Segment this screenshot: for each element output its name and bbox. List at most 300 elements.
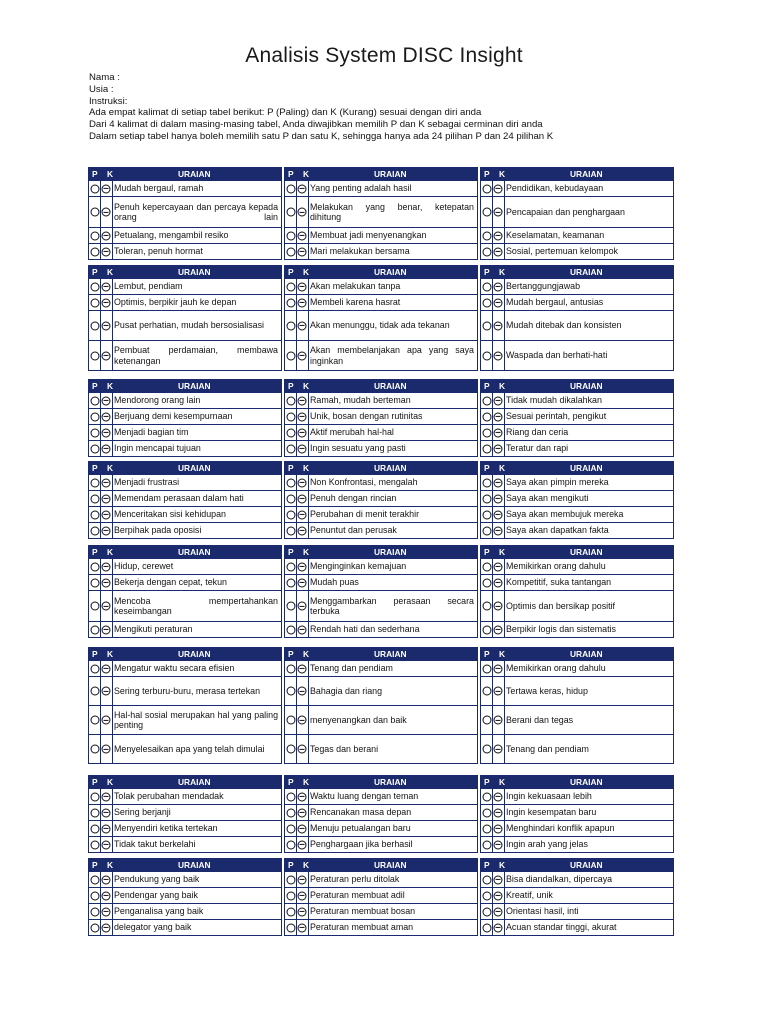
p-option-circle-icon[interactable]	[90, 664, 99, 673]
p-option-circle-icon[interactable]	[286, 282, 295, 291]
k-option-circle-icon[interactable]	[494, 808, 503, 817]
k-cell	[100, 661, 113, 676]
k-option-circle-icon[interactable]	[102, 184, 111, 193]
p-option-circle-icon[interactable]	[90, 808, 99, 817]
p-option-circle-icon[interactable]	[90, 298, 99, 307]
k-option-circle-icon[interactable]	[102, 510, 111, 519]
p-option-circle-icon[interactable]	[482, 396, 491, 405]
p-option-circle-icon[interactable]	[286, 396, 295, 405]
k-option-circle-icon[interactable]	[102, 840, 111, 849]
k-option-circle-icon[interactable]	[298, 184, 307, 193]
p-option-circle-icon[interactable]	[482, 321, 491, 330]
k-cell	[296, 491, 309, 506]
statement-text: Mudah puas	[310, 577, 359, 588]
p-option-circle-icon[interactable]	[286, 231, 295, 240]
statement-text: Sering terburu-buru, merasa tertekan	[114, 685, 261, 696]
k-cell	[492, 805, 505, 820]
table-header	[480, 461, 674, 475]
p-option-circle-icon[interactable]	[482, 840, 491, 849]
table-header	[480, 858, 674, 872]
p-option-circle-icon[interactable]	[286, 562, 295, 571]
p-option-circle-icon[interactable]	[90, 208, 99, 217]
k-option-circle-icon[interactable]	[298, 923, 307, 932]
header-uraian: URAIAN	[374, 860, 407, 870]
p-option-circle-icon[interactable]	[90, 396, 99, 405]
k-cell	[100, 735, 113, 763]
k-cell	[492, 622, 505, 637]
p-option-circle-icon[interactable]	[90, 412, 99, 421]
p-option-circle-icon[interactable]	[286, 602, 295, 611]
k-option-circle-icon[interactable]	[494, 745, 503, 754]
p-option-circle-icon[interactable]	[482, 412, 491, 421]
k-cell	[492, 425, 505, 440]
p-option-circle-icon[interactable]	[286, 298, 295, 307]
k-option-circle-icon[interactable]	[102, 907, 111, 916]
k-option-circle-icon[interactable]	[494, 494, 503, 503]
p-option-circle-icon[interactable]	[286, 625, 295, 634]
table-header	[480, 265, 674, 279]
disc-group	[88, 647, 282, 764]
statement-row	[88, 425, 282, 441]
header-p: P	[484, 463, 490, 473]
statement-text: Menuju petualangan baru	[310, 823, 411, 834]
p-option-circle-icon[interactable]	[482, 428, 491, 437]
header-p: P	[92, 860, 98, 870]
k-option-circle-icon[interactable]	[298, 208, 307, 217]
k-option-circle-icon[interactable]	[494, 321, 503, 330]
k-option-circle-icon[interactable]	[102, 578, 111, 587]
statement-row	[88, 904, 282, 920]
header-k: K	[303, 649, 310, 659]
k-option-circle-icon[interactable]	[298, 907, 307, 916]
p-option-circle-icon[interactable]	[286, 494, 295, 503]
p-option-circle-icon[interactable]	[482, 875, 491, 884]
statement-row	[480, 197, 674, 228]
p-option-circle-icon[interactable]	[482, 923, 491, 932]
k-option-circle-icon[interactable]	[494, 875, 503, 884]
statement-text: Sering berjanji	[114, 807, 171, 818]
p-option-circle-icon[interactable]	[482, 526, 491, 535]
p-option-circle-icon[interactable]	[482, 687, 491, 696]
k-option-circle-icon[interactable]	[298, 282, 307, 291]
statement-row	[480, 677, 674, 706]
header-p: P	[92, 169, 98, 179]
k-option-circle-icon[interactable]	[102, 396, 111, 405]
k-option-circle-icon[interactable]	[102, 526, 111, 535]
statement-text: Orientasi hasil, inti	[506, 906, 579, 917]
statement-text: Menginginkan kemajuan	[310, 561, 407, 572]
p-option-circle-icon[interactable]	[482, 247, 491, 256]
p-option-circle-icon[interactable]	[482, 478, 491, 487]
k-option-circle-icon[interactable]	[494, 282, 503, 291]
statement-row	[480, 311, 674, 341]
p-option-circle-icon[interactable]	[90, 562, 99, 571]
header-uraian: URAIAN	[374, 649, 407, 659]
p-option-circle-icon[interactable]	[286, 891, 295, 900]
statement-text: Hal-hal sosial merupakan hal yang paling penting	[114, 709, 278, 730]
k-option-circle-icon[interactable]	[102, 247, 111, 256]
statement-row	[284, 295, 478, 311]
k-option-circle-icon[interactable]	[494, 396, 503, 405]
p-option-circle-icon[interactable]	[482, 494, 491, 503]
p-option-circle-icon[interactable]	[90, 494, 99, 503]
k-option-circle-icon[interactable]	[298, 625, 307, 634]
p-option-circle-icon[interactable]	[482, 231, 491, 240]
statement-row	[284, 872, 478, 888]
p-option-circle-icon[interactable]	[90, 891, 99, 900]
k-option-circle-icon[interactable]	[494, 716, 503, 725]
k-cell	[100, 197, 113, 227]
p-option-circle-icon[interactable]	[482, 792, 491, 801]
statement-text: Mudah ditebak dan konsisten	[506, 320, 622, 331]
p-option-circle-icon[interactable]	[286, 664, 295, 673]
k-option-circle-icon[interactable]	[298, 875, 307, 884]
p-option-circle-icon[interactable]	[286, 412, 295, 421]
k-option-circle-icon[interactable]	[298, 526, 307, 535]
header-p: P	[288, 463, 294, 473]
header-k: K	[499, 649, 506, 659]
k-option-circle-icon[interactable]	[298, 247, 307, 256]
k-option-circle-icon[interactable]	[102, 494, 111, 503]
p-option-circle-icon[interactable]	[90, 687, 99, 696]
header-k: K	[499, 381, 506, 391]
p-option-circle-icon[interactable]	[482, 625, 491, 634]
k-option-circle-icon[interactable]	[298, 745, 307, 754]
k-option-circle-icon[interactable]	[298, 412, 307, 421]
p-option-circle-icon[interactable]	[482, 510, 491, 519]
k-option-circle-icon[interactable]	[298, 231, 307, 240]
p-option-circle-icon[interactable]	[90, 478, 99, 487]
k-option-circle-icon[interactable]	[102, 875, 111, 884]
p-option-circle-icon[interactable]	[286, 478, 295, 487]
k-option-circle-icon[interactable]	[102, 792, 111, 801]
p-option-circle-icon[interactable]	[286, 824, 295, 833]
p-option-circle-icon[interactable]	[482, 891, 491, 900]
k-cell	[296, 507, 309, 522]
header-p: P	[92, 649, 98, 659]
k-option-circle-icon[interactable]	[494, 562, 503, 571]
header-uraian: URAIAN	[570, 649, 603, 659]
k-option-circle-icon[interactable]	[494, 840, 503, 849]
p-option-circle-icon[interactable]	[90, 745, 99, 754]
statement-text: Ingin kekuasaan lebih	[506, 791, 592, 802]
p-option-circle-icon[interactable]	[482, 298, 491, 307]
table-header	[480, 775, 674, 789]
statement-text: Optimis, berpikir jauh ke depan	[114, 297, 237, 308]
statement-text: Ingin mencapai tujuan	[114, 443, 201, 454]
k-option-circle-icon[interactable]	[494, 412, 503, 421]
p-option-circle-icon[interactable]	[286, 184, 295, 193]
k-option-circle-icon[interactable]	[494, 526, 503, 535]
statement-text: Peraturan perlu ditolak	[310, 874, 400, 885]
disc-group	[88, 545, 282, 638]
statement-text: Pembuat perdamaian, membawa ketenangan	[114, 345, 278, 366]
p-option-circle-icon[interactable]	[286, 923, 295, 932]
k-option-circle-icon[interactable]	[102, 824, 111, 833]
header-k: K	[107, 777, 114, 787]
statement-row	[480, 441, 674, 457]
statement-text: Memikirkan orang dahulu	[506, 663, 606, 674]
k-option-circle-icon[interactable]	[494, 907, 503, 916]
k-option-circle-icon[interactable]	[298, 494, 307, 503]
statement-row	[480, 575, 674, 591]
k-option-circle-icon[interactable]	[298, 840, 307, 849]
statement-row	[284, 523, 478, 539]
k-cell	[100, 441, 113, 456]
k-option-circle-icon[interactable]	[494, 184, 503, 193]
k-cell	[100, 228, 113, 243]
p-option-circle-icon[interactable]	[90, 875, 99, 884]
k-option-circle-icon[interactable]	[494, 208, 503, 217]
header-uraian: URAIAN	[570, 267, 603, 277]
k-option-circle-icon[interactable]	[494, 478, 503, 487]
p-option-circle-icon[interactable]	[90, 282, 99, 291]
p-option-circle-icon[interactable]	[286, 444, 295, 453]
k-option-circle-icon[interactable]	[298, 396, 307, 405]
k-option-circle-icon[interactable]	[102, 321, 111, 330]
k-cell	[100, 475, 113, 490]
statement-row	[480, 622, 674, 638]
k-option-circle-icon[interactable]	[298, 716, 307, 725]
p-option-circle-icon[interactable]	[482, 208, 491, 217]
k-option-circle-icon[interactable]	[494, 687, 503, 696]
k-option-circle-icon[interactable]	[494, 792, 503, 801]
statement-text: Menjadi frustrasi	[114, 477, 180, 488]
p-option-circle-icon[interactable]	[90, 840, 99, 849]
p-option-circle-icon[interactable]	[90, 231, 99, 240]
table-header	[284, 545, 478, 559]
k-option-circle-icon[interactable]	[494, 428, 503, 437]
k-option-circle-icon[interactable]	[298, 562, 307, 571]
statement-row	[284, 441, 478, 457]
k-cell	[100, 244, 113, 259]
k-option-circle-icon[interactable]	[102, 808, 111, 817]
k-option-circle-icon[interactable]	[102, 412, 111, 421]
p-option-circle-icon[interactable]	[482, 745, 491, 754]
p-option-circle-icon[interactable]	[482, 808, 491, 817]
p-option-circle-icon[interactable]	[90, 907, 99, 916]
k-cell	[296, 181, 309, 196]
k-option-circle-icon[interactable]	[102, 602, 111, 611]
k-option-circle-icon[interactable]	[102, 298, 111, 307]
k-option-circle-icon[interactable]	[494, 602, 503, 611]
p-option-circle-icon[interactable]	[90, 351, 99, 360]
statement-row	[480, 523, 674, 539]
k-cell	[100, 295, 113, 310]
k-option-circle-icon[interactable]	[102, 351, 111, 360]
statement-text: Penuh dengan rincian	[310, 493, 397, 504]
p-option-circle-icon[interactable]	[482, 824, 491, 833]
p-option-circle-icon[interactable]	[286, 716, 295, 725]
statement-text: Optimis dan bersikap positif	[506, 600, 616, 611]
disc-group	[284, 265, 478, 371]
statement-row	[480, 425, 674, 441]
k-option-circle-icon[interactable]	[494, 351, 503, 360]
statement-text: Membeli karena hasrat	[310, 297, 401, 308]
disc-group	[480, 647, 674, 764]
k-option-circle-icon[interactable]	[494, 664, 503, 673]
k-option-circle-icon[interactable]	[102, 716, 111, 725]
k-option-circle-icon[interactable]	[298, 444, 307, 453]
k-option-circle-icon[interactable]	[102, 444, 111, 453]
p-option-circle-icon[interactable]	[90, 321, 99, 330]
statement-text: Rendah hati dan sederhana	[310, 624, 420, 635]
statement-row	[284, 591, 478, 622]
statement-text: Penghargaan jika berhasil	[310, 839, 413, 850]
header-k: K	[107, 169, 114, 179]
p-option-circle-icon[interactable]	[286, 745, 295, 754]
header-k: K	[107, 267, 114, 277]
p-option-circle-icon[interactable]	[286, 208, 295, 217]
k-option-circle-icon[interactable]	[298, 891, 307, 900]
k-option-circle-icon[interactable]	[298, 808, 307, 817]
p-option-circle-icon[interactable]	[286, 875, 295, 884]
statement-row	[88, 591, 282, 622]
p-option-circle-icon[interactable]	[90, 824, 99, 833]
k-cell	[296, 821, 309, 836]
k-option-circle-icon[interactable]	[494, 247, 503, 256]
k-option-circle-icon[interactable]	[298, 478, 307, 487]
p-option-circle-icon[interactable]	[90, 578, 99, 587]
k-option-circle-icon[interactable]	[298, 602, 307, 611]
p-option-circle-icon[interactable]	[286, 808, 295, 817]
k-option-circle-icon[interactable]	[102, 562, 111, 571]
p-option-circle-icon[interactable]	[286, 687, 295, 696]
k-option-circle-icon[interactable]	[298, 351, 307, 360]
k-option-circle-icon[interactable]	[102, 687, 111, 696]
k-option-circle-icon[interactable]	[102, 282, 111, 291]
k-option-circle-icon[interactable]	[102, 478, 111, 487]
header-k: K	[499, 777, 506, 787]
disc-group	[480, 265, 674, 371]
k-option-circle-icon[interactable]	[494, 444, 503, 453]
disc-group	[88, 265, 282, 371]
p-option-circle-icon[interactable]	[482, 578, 491, 587]
k-option-circle-icon[interactable]	[102, 625, 111, 634]
statement-text: Akan menunggu, tidak ada tekanan	[310, 320, 450, 331]
header-p: P	[288, 169, 294, 179]
p-option-circle-icon[interactable]	[286, 321, 295, 330]
k-option-circle-icon[interactable]	[102, 891, 111, 900]
p-option-circle-icon[interactable]	[90, 247, 99, 256]
statement-row	[480, 837, 674, 853]
statement-row	[88, 341, 282, 371]
table-header	[88, 775, 282, 789]
k-option-circle-icon[interactable]	[102, 428, 111, 437]
k-option-circle-icon[interactable]	[494, 824, 503, 833]
k-option-circle-icon[interactable]	[494, 578, 503, 587]
statement-row	[480, 821, 674, 837]
p-option-circle-icon[interactable]	[286, 428, 295, 437]
p-option-circle-icon[interactable]	[90, 923, 99, 932]
p-option-circle-icon[interactable]	[482, 282, 491, 291]
k-option-circle-icon[interactable]	[298, 578, 307, 587]
statement-row	[88, 735, 282, 764]
k-option-circle-icon[interactable]	[494, 510, 503, 519]
k-option-circle-icon[interactable]	[102, 923, 111, 932]
p-option-circle-icon[interactable]	[286, 526, 295, 535]
k-option-circle-icon[interactable]	[494, 923, 503, 932]
k-cell	[100, 920, 113, 935]
disc-group	[284, 167, 478, 260]
p-option-circle-icon[interactable]	[482, 562, 491, 571]
table-header	[284, 167, 478, 181]
statement-row	[284, 197, 478, 228]
k-cell	[492, 888, 505, 903]
k-option-circle-icon[interactable]	[298, 687, 307, 696]
k-option-circle-icon[interactable]	[102, 664, 111, 673]
p-option-circle-icon[interactable]	[286, 578, 295, 587]
k-option-circle-icon[interactable]	[298, 824, 307, 833]
p-option-circle-icon[interactable]	[90, 184, 99, 193]
k-option-circle-icon[interactable]	[298, 321, 307, 330]
table-header	[88, 379, 282, 393]
k-option-circle-icon[interactable]	[298, 664, 307, 673]
p-option-circle-icon[interactable]	[482, 444, 491, 453]
k-option-circle-icon[interactable]	[298, 298, 307, 307]
k-option-circle-icon[interactable]	[494, 298, 503, 307]
k-option-circle-icon[interactable]	[102, 231, 111, 240]
k-cell	[492, 181, 505, 196]
disc-group	[284, 858, 478, 936]
statement-row	[480, 507, 674, 523]
k-cell	[296, 888, 309, 903]
k-option-circle-icon[interactable]	[298, 428, 307, 437]
p-option-circle-icon[interactable]	[90, 428, 99, 437]
p-option-circle-icon[interactable]	[286, 247, 295, 256]
p-option-circle-icon[interactable]	[286, 840, 295, 849]
p-option-circle-icon[interactable]	[90, 510, 99, 519]
p-option-circle-icon[interactable]	[286, 907, 295, 916]
k-cell	[296, 789, 309, 804]
k-option-circle-icon[interactable]	[494, 625, 503, 634]
p-option-circle-icon[interactable]	[482, 351, 491, 360]
disc-group	[88, 461, 282, 539]
p-option-circle-icon[interactable]	[286, 510, 295, 519]
p-option-circle-icon[interactable]	[90, 792, 99, 801]
statement-text: Berpikir logis dan sistematis	[506, 624, 616, 635]
header-p: P	[288, 777, 294, 787]
name-label: Nama :	[89, 72, 120, 83]
k-option-circle-icon[interactable]	[494, 891, 503, 900]
k-option-circle-icon[interactable]	[102, 745, 111, 754]
p-option-circle-icon[interactable]	[482, 184, 491, 193]
statement-row	[88, 181, 282, 197]
header-p: P	[484, 649, 490, 659]
p-option-circle-icon[interactable]	[482, 602, 491, 611]
header-k: K	[107, 547, 114, 557]
p-option-circle-icon[interactable]	[90, 602, 99, 611]
p-option-circle-icon[interactable]	[90, 526, 99, 535]
k-option-circle-icon[interactable]	[298, 510, 307, 519]
p-option-circle-icon[interactable]	[482, 907, 491, 916]
k-option-circle-icon[interactable]	[494, 231, 503, 240]
statement-text: Mengatur waktu secara efisien	[114, 663, 235, 674]
p-option-circle-icon[interactable]	[90, 625, 99, 634]
statement-text: Sesuai perintah, pengikut	[506, 411, 607, 422]
k-option-circle-icon[interactable]	[298, 792, 307, 801]
k-option-circle-icon[interactable]	[102, 208, 111, 217]
header-uraian: URAIAN	[178, 860, 211, 870]
p-option-circle-icon[interactable]	[90, 444, 99, 453]
p-option-circle-icon[interactable]	[286, 792, 295, 801]
p-option-circle-icon[interactable]	[90, 716, 99, 725]
k-cell	[100, 837, 113, 852]
p-option-circle-icon[interactable]	[482, 716, 491, 725]
p-option-circle-icon[interactable]	[286, 351, 295, 360]
statement-text: Berani dan tegas	[506, 714, 574, 725]
p-option-circle-icon[interactable]	[482, 664, 491, 673]
